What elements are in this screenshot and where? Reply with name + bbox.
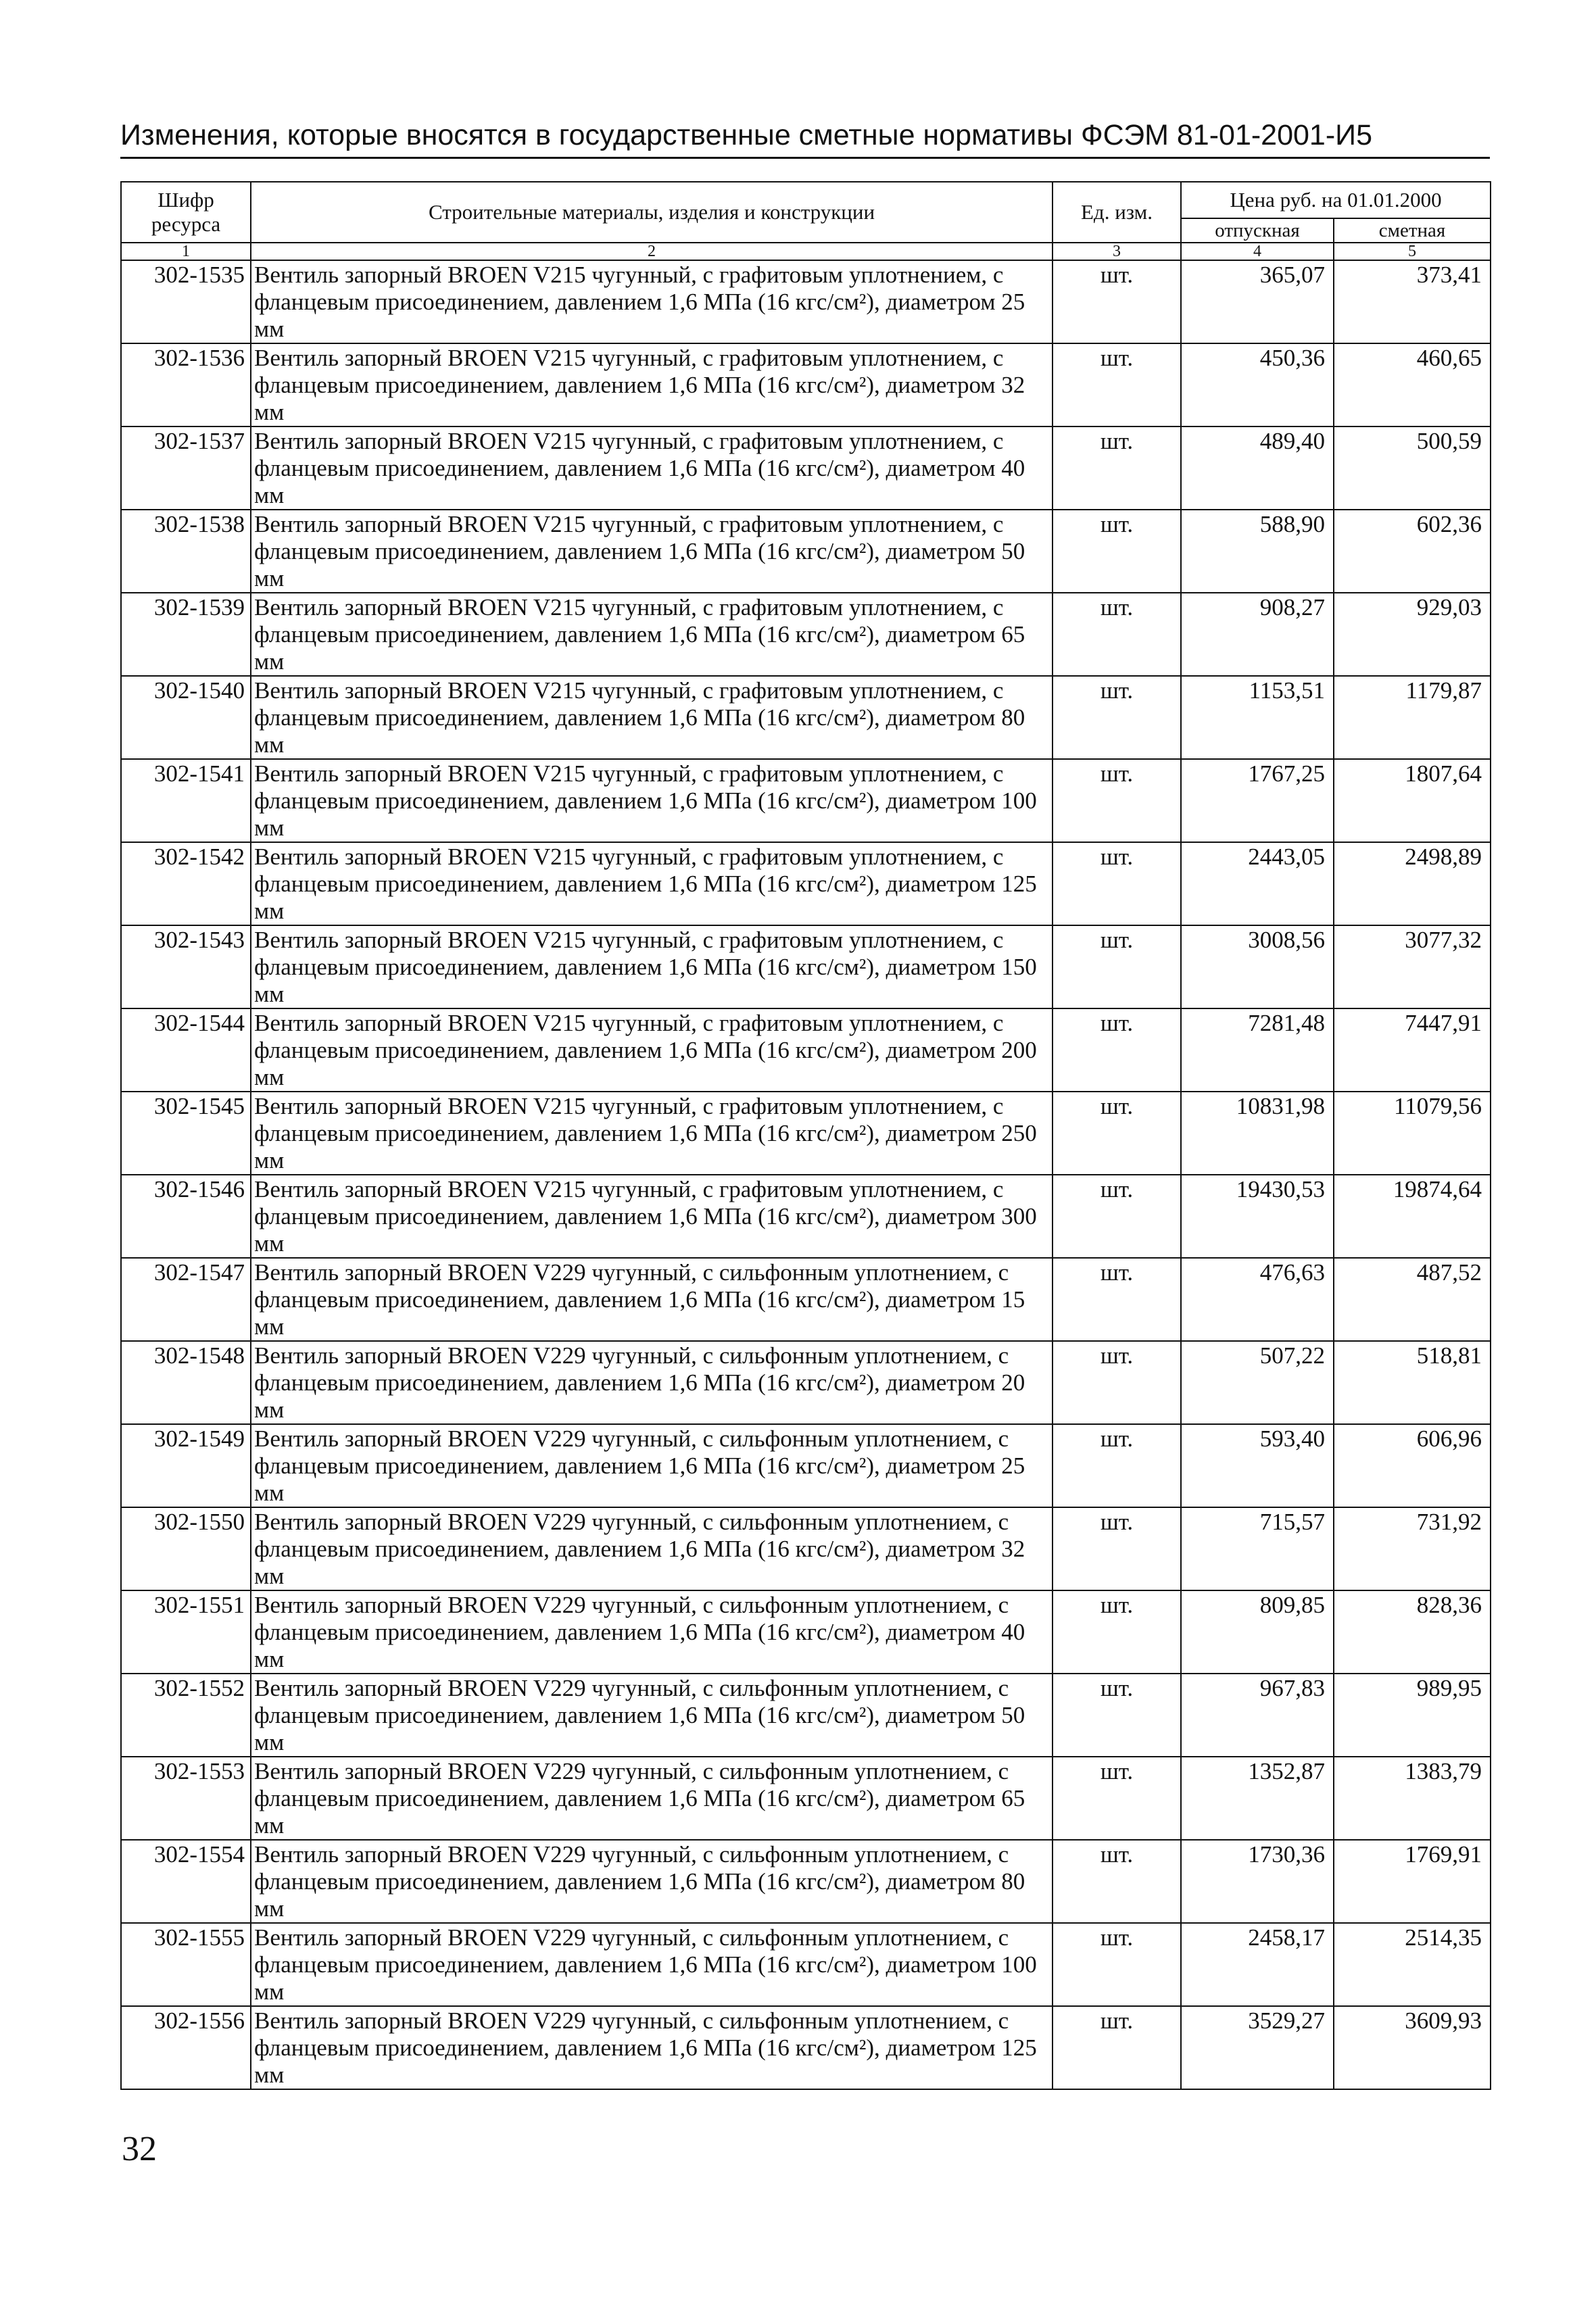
unit-cell: шт. — [1053, 1258, 1181, 1341]
release-price-cell: 1730,36 — [1181, 1840, 1334, 1923]
material-name-cell: Вентиль запорный BROEN V229 чугунный, с сильфонным уплотнением, с фланцевым присоединением, давлением 1,6 МПа (16 кгс/см²), диаметром 32 мм — [251, 1507, 1053, 1590]
estimate-price-cell: 500,59 — [1334, 427, 1491, 510]
resource-code-cell: 302-1550 — [121, 1507, 251, 1590]
material-name-cell: Вентиль запорный BROEN V229 чугунный, с сильфонным уплотнением, с фланцевым присоединением, давлением 1,6 МПа (16 кгс/см²), диаметром 80 мм — [251, 1840, 1053, 1923]
table-row — [121, 510, 1491, 593]
resource-code-cell: 302-1546 — [121, 1175, 251, 1258]
material-name-cell: Вентиль запорный BROEN V215 чугунный, с графитовым уплотнением, с фланцевым присоединением, давлением 1,6 МПа (16 кгс/см²), диаметром 100 мм — [251, 759, 1053, 842]
estimate-price-cell: 11079,56 — [1334, 1092, 1491, 1175]
estimate-price-cell: 19874,64 — [1334, 1175, 1491, 1258]
release-price-cell: 10831,98 — [1181, 1092, 1334, 1175]
unit-cell: шт. — [1053, 676, 1181, 759]
table-row — [121, 1757, 1491, 1840]
column-number: 4 — [1181, 243, 1334, 260]
release-price-cell: 365,07 — [1181, 260, 1334, 343]
table-header — [121, 182, 1491, 260]
estimate-price-cell: 606,96 — [1334, 1424, 1491, 1507]
release-price-cell: 809,85 — [1181, 1590, 1334, 1674]
table-row — [121, 1092, 1491, 1175]
table-row — [121, 1840, 1491, 1923]
table-row — [121, 260, 1491, 343]
unit-cell: шт. — [1053, 510, 1181, 593]
table-row — [121, 1258, 1491, 1341]
release-price-cell: 19430,53 — [1181, 1175, 1334, 1258]
resource-code-cell: 302-1548 — [121, 1341, 251, 1424]
header-code: Шифр ресурса — [121, 182, 251, 243]
header-price-group: Цена руб. на 01.01.2000 — [1181, 182, 1491, 218]
unit-cell: шт. — [1053, 593, 1181, 676]
resource-code-cell: 302-1542 — [121, 842, 251, 925]
release-price-cell: 967,83 — [1181, 1674, 1334, 1757]
release-price-cell: 3008,56 — [1181, 925, 1334, 1008]
unit-cell: шт. — [1053, 1341, 1181, 1424]
estimate-price-cell: 1179,87 — [1334, 676, 1491, 759]
resource-code-cell: 302-1544 — [121, 1008, 251, 1092]
release-price-cell: 489,40 — [1181, 427, 1334, 510]
resource-code-cell: 302-1537 — [121, 427, 251, 510]
header-unit: Ед. изм. — [1053, 182, 1181, 243]
price-table-container — [120, 181, 1490, 2090]
resource-code-cell: 302-1539 — [121, 593, 251, 676]
material-name-cell: Вентиль запорный BROEN V229 чугунный, с сильфонным уплотнением, с фланцевым присоединением, давлением 1,6 МПа (16 кгс/см²), диаметром 15 мм — [251, 1258, 1053, 1341]
unit-cell: шт. — [1053, 1175, 1181, 1258]
estimate-price-cell: 929,03 — [1334, 593, 1491, 676]
resource-code-cell: 302-1543 — [121, 925, 251, 1008]
unit-cell: шт. — [1053, 1008, 1181, 1092]
table-row — [121, 842, 1491, 925]
material-name-cell: Вентиль запорный BROEN V215 чугунный, с графитовым уплотнением, с фланцевым присоединением, давлением 1,6 МПа (16 кгс/см²), диаметром 32 мм — [251, 343, 1053, 427]
material-name-cell: Вентиль запорный BROEN V215 чугунный, с графитовым уплотнением, с фланцевым присоединением, давлением 1,6 МПа (16 кгс/см²), диаметром 50 мм — [251, 510, 1053, 593]
material-name-cell: Вентиль запорный BROEN V215 чугунный, с графитовым уплотнением, с фланцевым присоединением, давлением 1,6 МПа (16 кгс/см²), диаметром 65 мм — [251, 593, 1053, 676]
material-name-cell: Вентиль запорный BROEN V229 чугунный, с сильфонным уплотнением, с фланцевым присоединением, давлением 1,6 МПа (16 кгс/см²), диаметром 40 мм — [251, 1590, 1053, 1674]
release-price-cell: 1352,87 — [1181, 1757, 1334, 1840]
table-row — [121, 2006, 1491, 2089]
material-name-cell: Вентиль запорный BROEN V229 чугунный, с сильфонным уплотнением, с фланцевым присоединением, давлением 1,6 МПа (16 кгс/см²), диаметром 20 мм — [251, 1341, 1053, 1424]
header-name: Строительные материалы, изделия и конструкции — [251, 182, 1053, 243]
release-price-cell: 1153,51 — [1181, 676, 1334, 759]
unit-cell: шт. — [1053, 925, 1181, 1008]
material-name-cell: Вентиль запорный BROEN V229 чугунный, с сильфонным уплотнением, с фланцевым присоединением, давлением 1,6 МПа (16 кгс/см²), диаметром 125 мм — [251, 2006, 1053, 2089]
release-price-cell: 588,90 — [1181, 510, 1334, 593]
table-row — [121, 676, 1491, 759]
page-number: 32 — [122, 2130, 157, 2168]
resource-code-cell: 302-1536 — [121, 343, 251, 427]
resource-code-cell: 302-1553 — [121, 1757, 251, 1840]
release-price-cell: 1767,25 — [1181, 759, 1334, 842]
estimate-price-cell: 3077,32 — [1334, 925, 1491, 1008]
estimate-price-cell: 373,41 — [1334, 260, 1491, 343]
price-table — [120, 181, 1491, 2090]
material-name-cell: Вентиль запорный BROEN V215 чугунный, с графитовым уплотнением, с фланцевым присоединением, давлением 1,6 МПа (16 кгс/см²), диаметром 200 мм — [251, 1008, 1053, 1092]
material-name-cell: Вентиль запорный BROEN V215 чугунный, с графитовым уплотнением, с фланцевым присоединением, давлением 1,6 МПа (16 кгс/см²), диаметром 25 мм — [251, 260, 1053, 343]
unit-cell: шт. — [1053, 1590, 1181, 1674]
unit-cell: шт. — [1053, 2006, 1181, 2089]
table-row — [121, 1175, 1491, 1258]
estimate-price-cell: 487,52 — [1334, 1258, 1491, 1341]
resource-code-cell: 302-1547 — [121, 1258, 251, 1341]
material-name-cell: Вентиль запорный BROEN V215 чугунный, с графитовым уплотнением, с фланцевым присоединением, давлением 1,6 МПа (16 кгс/см²), диаметром 150 мм — [251, 925, 1053, 1008]
estimate-price-cell: 828,36 — [1334, 1590, 1491, 1674]
material-name-cell: Вентиль запорный BROEN V229 чугунный, с сильфонным уплотнением, с фланцевым присоединением, давлением 1,6 МПа (16 кгс/см²), диаметром 50 мм — [251, 1674, 1053, 1757]
table-row — [121, 343, 1491, 427]
estimate-price-cell: 1383,79 — [1334, 1757, 1491, 1840]
estimate-price-cell: 2498,89 — [1334, 842, 1491, 925]
table-row — [121, 1008, 1491, 1092]
table-row — [121, 925, 1491, 1008]
resource-code-cell: 302-1538 — [121, 510, 251, 593]
unit-cell: шт. — [1053, 1674, 1181, 1757]
material-name-cell: Вентиль запорный BROEN V215 чугунный, с графитовым уплотнением, с фланцевым присоединением, давлением 1,6 МПа (16 кгс/см²), диаметром 250 мм — [251, 1092, 1053, 1175]
material-name-cell: Вентиль запорный BROEN V215 чугунный, с графитовым уплотнением, с фланцевым присоединением, давлением 1,6 МПа (16 кгс/см²), диаметром 80 мм — [251, 676, 1053, 759]
estimate-price-cell: 1807,64 — [1334, 759, 1491, 842]
table-body — [121, 260, 1491, 2089]
table-row — [121, 1507, 1491, 1590]
resource-code-cell: 302-1540 — [121, 676, 251, 759]
unit-cell: шт. — [1053, 260, 1181, 343]
unit-cell: шт. — [1053, 1840, 1181, 1923]
release-price-cell: 450,36 — [1181, 343, 1334, 427]
table-row — [121, 427, 1491, 510]
header-price-release: отпускная — [1181, 218, 1334, 243]
material-name-cell: Вентиль запорный BROEN V215 чугунный, с графитовым уплотнением, с фланцевым присоединением, давлением 1,6 МПа (16 кгс/см²), диаметром 300 мм — [251, 1175, 1053, 1258]
table-row — [121, 1341, 1491, 1424]
estimate-price-cell: 1769,91 — [1334, 1840, 1491, 1923]
estimate-price-cell: 989,95 — [1334, 1674, 1491, 1757]
resource-code-cell: 302-1549 — [121, 1424, 251, 1507]
resource-code-cell: 302-1541 — [121, 759, 251, 842]
material-name-cell: Вентиль запорный BROEN V229 чугунный, с сильфонным уплотнением, с фланцевым присоединением, давлением 1,6 МПа (16 кгс/см²), диаметром 100 мм — [251, 1923, 1053, 2006]
unit-cell: шт. — [1053, 427, 1181, 510]
estimate-price-cell: 518,81 — [1334, 1341, 1491, 1424]
estimate-price-cell: 7447,91 — [1334, 1008, 1491, 1092]
release-price-cell: 908,27 — [1181, 593, 1334, 676]
table-row — [121, 1674, 1491, 1757]
resource-code-cell: 302-1555 — [121, 1923, 251, 2006]
estimate-price-cell: 460,65 — [1334, 343, 1491, 427]
release-price-cell: 2443,05 — [1181, 842, 1334, 925]
release-price-cell: 476,63 — [1181, 1258, 1334, 1341]
unit-cell: шт. — [1053, 759, 1181, 842]
column-number: 1 — [121, 243, 251, 260]
estimate-price-cell: 3609,93 — [1334, 2006, 1491, 2089]
page-header: Изменения, которые вносятся в государственные сметные нормативы ФСЭМ 81-01-2001-И5 — [120, 115, 1490, 159]
table-row — [121, 759, 1491, 842]
resource-code-cell: 302-1535 — [121, 260, 251, 343]
release-price-cell: 507,22 — [1181, 1341, 1334, 1424]
unit-cell: шт. — [1053, 842, 1181, 925]
material-name-cell: Вентиль запорный BROEN V229 чугунный, с сильфонным уплотнением, с фланцевым присоединением, давлением 1,6 МПа (16 кгс/см²), диаметром 65 мм — [251, 1757, 1053, 1840]
unit-cell: шт. — [1053, 343, 1181, 427]
material-name-cell: Вентиль запорный BROEN V215 чугунный, с графитовым уплотнением, с фланцевым присоединением, давлением 1,6 МПа (16 кгс/см²), диаметром 125 мм — [251, 842, 1053, 925]
resource-code-cell: 302-1545 — [121, 1092, 251, 1175]
unit-cell: шт. — [1053, 1923, 1181, 2006]
column-number: 5 — [1334, 243, 1491, 260]
resource-code-cell: 302-1554 — [121, 1840, 251, 1923]
release-price-cell: 2458,17 — [1181, 1923, 1334, 2006]
estimate-price-cell: 602,36 — [1334, 510, 1491, 593]
unit-cell: шт. — [1053, 1092, 1181, 1175]
resource-code-cell: 302-1556 — [121, 2006, 251, 2089]
unit-cell: шт. — [1053, 1757, 1181, 1840]
estimate-price-cell: 2514,35 — [1334, 1923, 1491, 2006]
release-price-cell: 7281,48 — [1181, 1008, 1334, 1092]
resource-code-cell: 302-1552 — [121, 1674, 251, 1757]
table-row — [121, 1424, 1491, 1507]
header-price-estimate: сметная — [1334, 218, 1491, 243]
table-row — [121, 593, 1491, 676]
table-row — [121, 1923, 1491, 2006]
estimate-price-cell: 731,92 — [1334, 1507, 1491, 1590]
resource-code-cell: 302-1551 — [121, 1590, 251, 1674]
column-number: 2 — [251, 243, 1053, 260]
material-name-cell: Вентиль запорный BROEN V215 чугунный, с графитовым уплотнением, с фланцевым присоединением, давлением 1,6 МПа (16 кгс/см²), диаметром 40 мм — [251, 427, 1053, 510]
column-number: 3 — [1053, 243, 1181, 260]
unit-cell: шт. — [1053, 1507, 1181, 1590]
release-price-cell: 3529,27 — [1181, 2006, 1334, 2089]
release-price-cell: 593,40 — [1181, 1424, 1334, 1507]
material-name-cell: Вентиль запорный BROEN V229 чугунный, с сильфонным уплотнением, с фланцевым присоединением, давлением 1,6 МПа (16 кгс/см²), диаметром 25 мм — [251, 1424, 1053, 1507]
release-price-cell: 715,57 — [1181, 1507, 1334, 1590]
unit-cell: шт. — [1053, 1424, 1181, 1507]
table-row — [121, 1590, 1491, 1674]
